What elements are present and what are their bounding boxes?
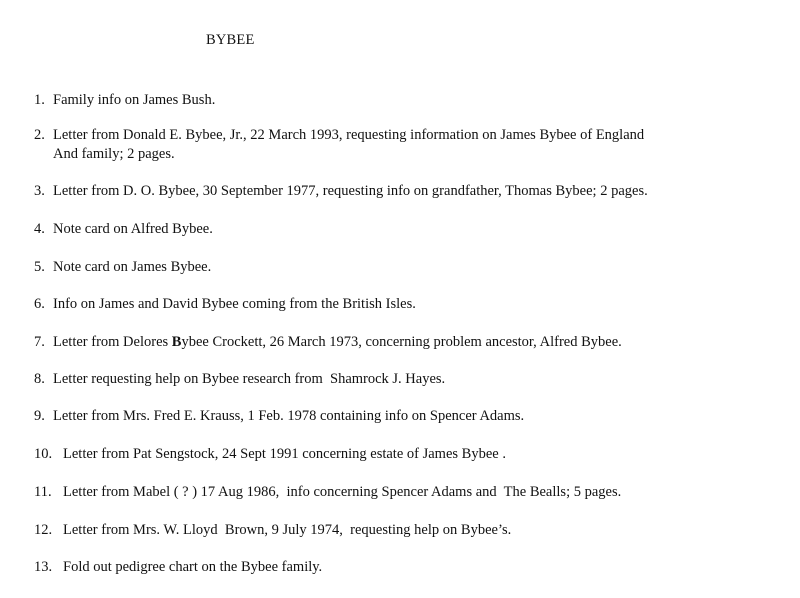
list-item-8 [34,370,445,389]
item-number: 11. [34,484,52,500]
item-text: Letter from Mabel ( ? ) 17 Aug 1986, info concerning Spencer Adams and The Bealls; 5 pages. [63,484,622,500]
item-number: 2. [34,127,45,143]
list-item-5 [34,258,211,277]
item-text: Letter from Delores [53,334,172,350]
item-text: Letter from D. O. Bybee, 30 September 1977, requesting info on grandfather, Thomas Bybee; 2 pages. [53,183,648,199]
list-item-10 [34,445,506,464]
item-number: 8. [34,371,45,387]
item-number: 3. [34,183,45,199]
list-item-2 [34,126,644,164]
item-text-block [53,126,644,164]
list-item-4 [34,220,213,239]
item-number: 13. [34,559,53,575]
list-item-12 [34,521,511,540]
item-text: Letter from Donald E. Bybee, Jr., 22 March 1993, requesting information on James Bybee of England [53,127,645,143]
list-item-11 [34,483,621,502]
item-number: 7. [34,334,45,350]
list-item-13 [34,558,322,577]
item-text-bold-letter: B [171,334,182,350]
list-item-7 [34,333,622,352]
item-text: Letter requesting help on Bybee research from Shamrock J. Hayes. [53,371,446,387]
list-item-9 [34,407,524,426]
item-text-continuation: And family; 2 pages. [53,146,175,162]
list-item-1 [34,91,215,110]
item-text: Fold out pedigree chart on the Bybee family. [63,559,323,575]
item-text: Note card on Alfred Bybee. [53,221,213,237]
item-text-block [53,333,622,352]
item-text-rest: ybee Crockett, 26 March 1973, concerning problem ancestor, Alfred Bybee. [181,334,622,350]
item-number: 4. [34,221,45,237]
list-item-3 [34,182,648,201]
item-text: Letter from Pat Sengstock, 24 Sept 1991 concerning estate of James Bybee . [63,446,506,462]
list-item-6 [34,295,416,314]
item-text: Info on James and David Bybee coming from the British Isles. [53,296,416,312]
item-number: 10. [34,446,53,462]
document-title: BYBEE [206,32,255,48]
item-number: 9. [34,408,45,424]
item-number: 1. [34,92,45,108]
item-number: 6. [34,296,45,312]
item-number: 12. [34,522,53,538]
item-text: Family info on James Bush. [53,92,216,108]
item-text: Note card on James Bybee. [53,259,212,275]
item-text: Letter from Mrs. Fred E. Krauss, 1 Feb. 1978 containing info on Spencer Adams. [53,408,525,424]
item-number: 5. [34,259,45,275]
item-text: Letter from Mrs. W. Lloyd Brown, 9 July 1974, requesting help on Bybee’s. [63,522,512,538]
